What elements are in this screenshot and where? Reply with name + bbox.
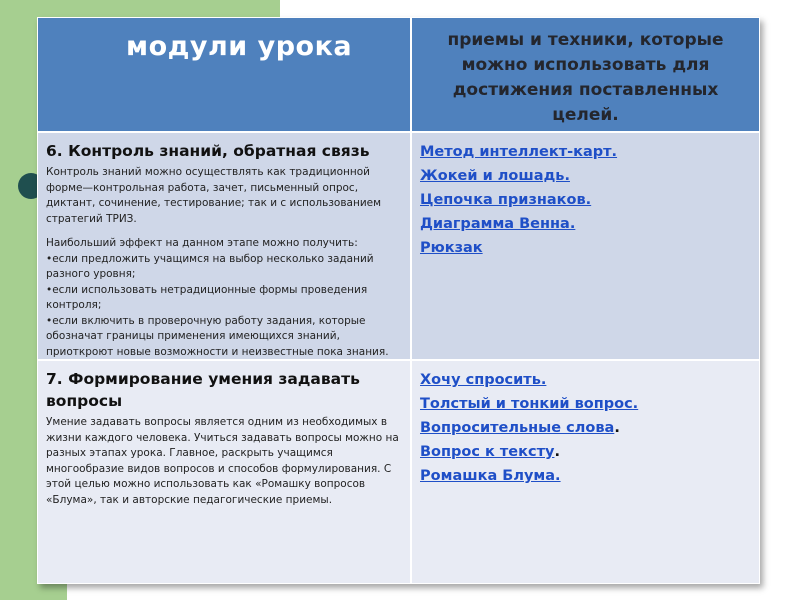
technique-link-bloom[interactable]: Ромашка Блума. bbox=[420, 468, 561, 484]
module-cell-7 bbox=[37, 360, 411, 584]
technique-link-backpack[interactable]: Рюкзак bbox=[420, 240, 483, 256]
technique-link-venn[interactable]: Диаграмма Венна. bbox=[420, 216, 576, 232]
techniques-cell-6 bbox=[411, 132, 760, 360]
technique-link-question-words[interactable]: Вопросительные слова bbox=[420, 420, 615, 436]
module-description: Контроль знаний можно осуществлять как традиционной форме—контрольная работа, зачет, письменный опрос, диктант, сочинение, тестирование; так и с использованием стратегий ТРИЗ. bbox=[46, 166, 382, 225]
module-title: 7. Формирование умения задавать вопросы bbox=[46, 370, 360, 410]
green-top-bar bbox=[0, 0, 280, 17]
header-modules: модули урока bbox=[37, 17, 411, 132]
bullet-item: •если включить в проверочную работу задания, которые обозначат границы применения имеющихся знаний, приоткроют новые возможности и неизвестные пока знания. bbox=[46, 314, 389, 358]
header-techniques: приемы и техники, которые можно использовать для достижения поставленных целей. bbox=[411, 17, 760, 132]
technique-link-question-text[interactable]: Вопрос к тексту bbox=[420, 444, 555, 460]
module-title: 6. Контроль знаний, обратная связь bbox=[46, 142, 370, 160]
technique-link-thick-thin[interactable]: Толстый и тонкий вопрос. bbox=[420, 396, 639, 412]
bullet-item: •если предложить учащимся на выбор несколько заданий разного уровня; bbox=[46, 252, 374, 280]
period: . bbox=[614, 420, 620, 436]
module-effect-intro: Наибольший эффект на данном этапе можно получить: bbox=[46, 237, 358, 249]
technique-link-want-ask[interactable]: Хочу спросить. bbox=[420, 372, 547, 388]
lesson-modules-table bbox=[37, 17, 760, 584]
technique-link-mind-map[interactable]: Метод интеллект-карт. bbox=[420, 144, 618, 160]
technique-link-chain[interactable]: Цепочка признаков. bbox=[420, 192, 592, 208]
module-cell-6 bbox=[37, 132, 411, 360]
period: . bbox=[554, 444, 560, 460]
techniques-cell-7 bbox=[411, 360, 760, 584]
bullet-item: •если использовать нетрадиционные формы проведения контроля; bbox=[46, 283, 368, 311]
module-description: Умение задавать вопросы является одним из необходимых в жизни каждого человека. Учиться задавать вопросы можно на разных этапах урока. Главное, раскрыть учащимся многообразие видов вопросов и способов формулирования. С этой целью можно использовать как «Ромашку вопросов «Блума», так и авторские педагогические приемы. bbox=[46, 416, 399, 506]
technique-link-jockey-horse[interactable]: Жокей и лошадь. bbox=[420, 168, 570, 184]
